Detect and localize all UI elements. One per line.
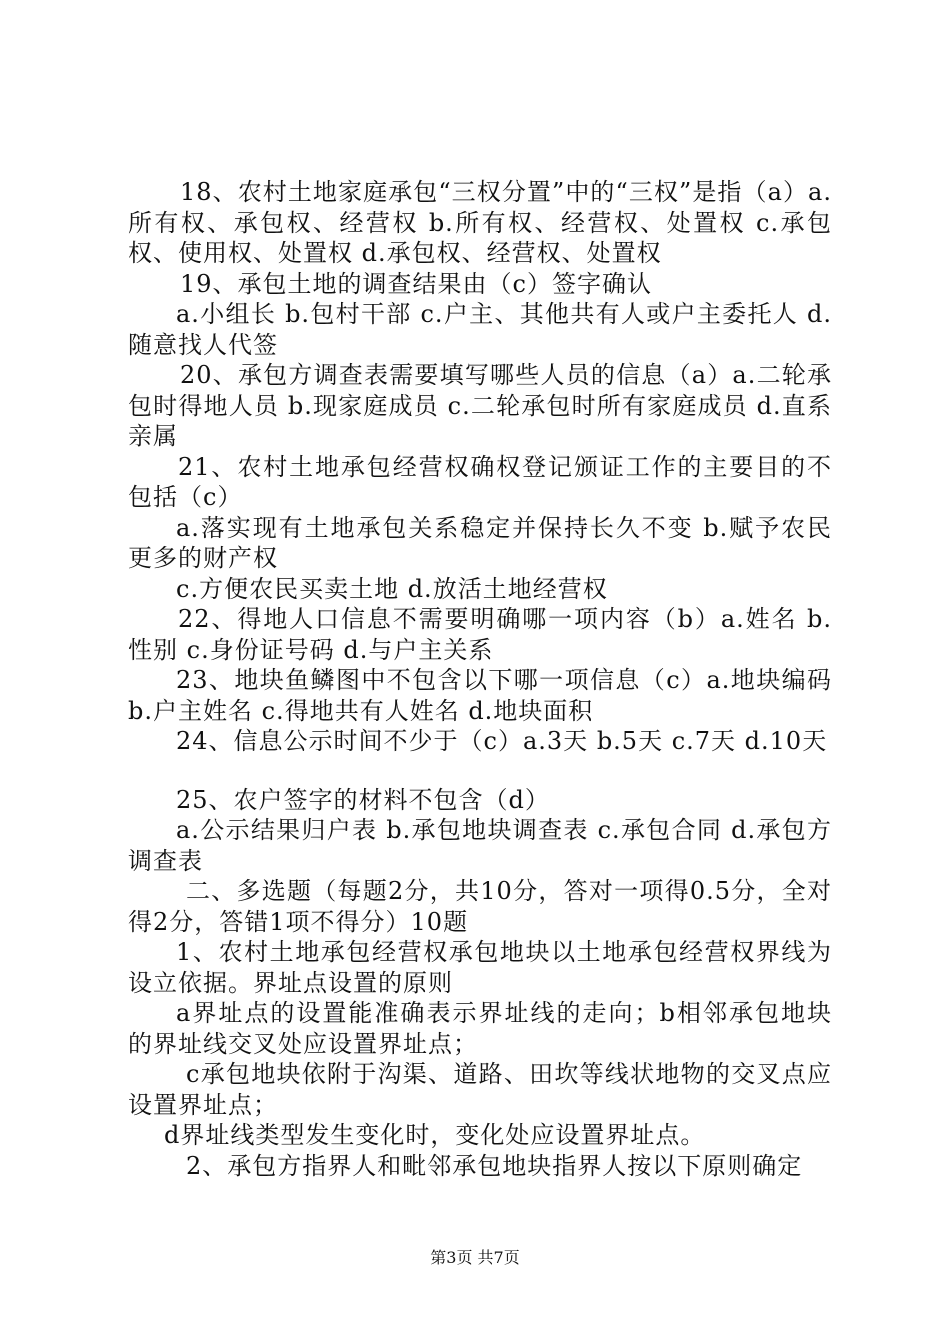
question-24: 24、信息公示时间不少于（c）a.3天 b.5天 c.7天 d.10天 xyxy=(176,727,828,755)
multi-question-2: 2、承包方指界人和毗邻承包地块指界人按以下原则确定 xyxy=(186,1151,803,1180)
multi-question-1: 1、农村土地承包经营权承包地块以土地承包经营权界线为设立依据。界址点设置的原则 xyxy=(128,938,832,997)
multi-question-1-option-ab: a界址点的设置能准确表示界址线的走向；b相邻承包地块的界址线交叉处应设置界址点； xyxy=(128,999,832,1058)
page-footer: 第3页 共7页 xyxy=(430,1248,520,1267)
question-20: 20、承包方调查表需要填写哪些人员的信息（a）a.二轮承包时得地人员 b.现家庭成员 c.二轮承包时所有家庭成员 d.直系亲属 xyxy=(128,361,832,450)
question-19-options: a.小组长 b.包村干部 c.户主、其他共有人或户主委托人 d.随意找人代签 xyxy=(128,300,832,359)
question-25-options: a.公示结果归户表 b.承包地块调查表 c.承包合同 d.承包方调查表 xyxy=(128,816,832,875)
question-21: 21、农村土地承包经营权确权登记颁证工作的主要目的不包括（c） xyxy=(128,452,832,511)
document-body xyxy=(128,177,832,1181)
question-19: 19、承包土地的调查结果由（c）签字确认 xyxy=(180,269,652,298)
section-heading-multiple-choice: 二、多选题（每题2分，共10分，答对一项得0.5分，全对得2分，答错1项不得分）10题 xyxy=(128,877,832,936)
multi-question-1-option-d: d界址线类型发生变化时，变化处应设置界址点。 xyxy=(164,1121,706,1149)
question-25: 25、农户签字的材料不包含（d） xyxy=(176,785,550,814)
question-21-options-ab: a.落实现有土地承包关系稳定并保持长久不变 b.赋予农民更多的财产权 xyxy=(128,513,832,572)
question-22: 22、得地人口信息不需要明确哪一项内容（b）a.姓名 b.性别 c.身份证号码 d.与户主关系 xyxy=(128,605,832,664)
multi-question-1-option-c: c承包地块依附于沟渠、道路、田坎等线状地物的交叉点应设置界址点； xyxy=(128,1060,832,1119)
question-21-options-cd: c.方便农民买卖土地 d.放活土地经营权 xyxy=(176,574,608,603)
question-23: 23、地块鱼鳞图中不包含以下哪一项信息（c）a.地块编码 b.户主姓名 c.得地共有人姓名 d.地块面积 xyxy=(128,666,832,725)
question-18: 18、农村土地家庭承包“三权分置”中的“三权”是指（a）a.所有权、承包权、经营权 b.所有权、经营权、处置权 c.承包权、使用权、处置权 d.承包权、经营权、处置权 xyxy=(128,178,832,267)
